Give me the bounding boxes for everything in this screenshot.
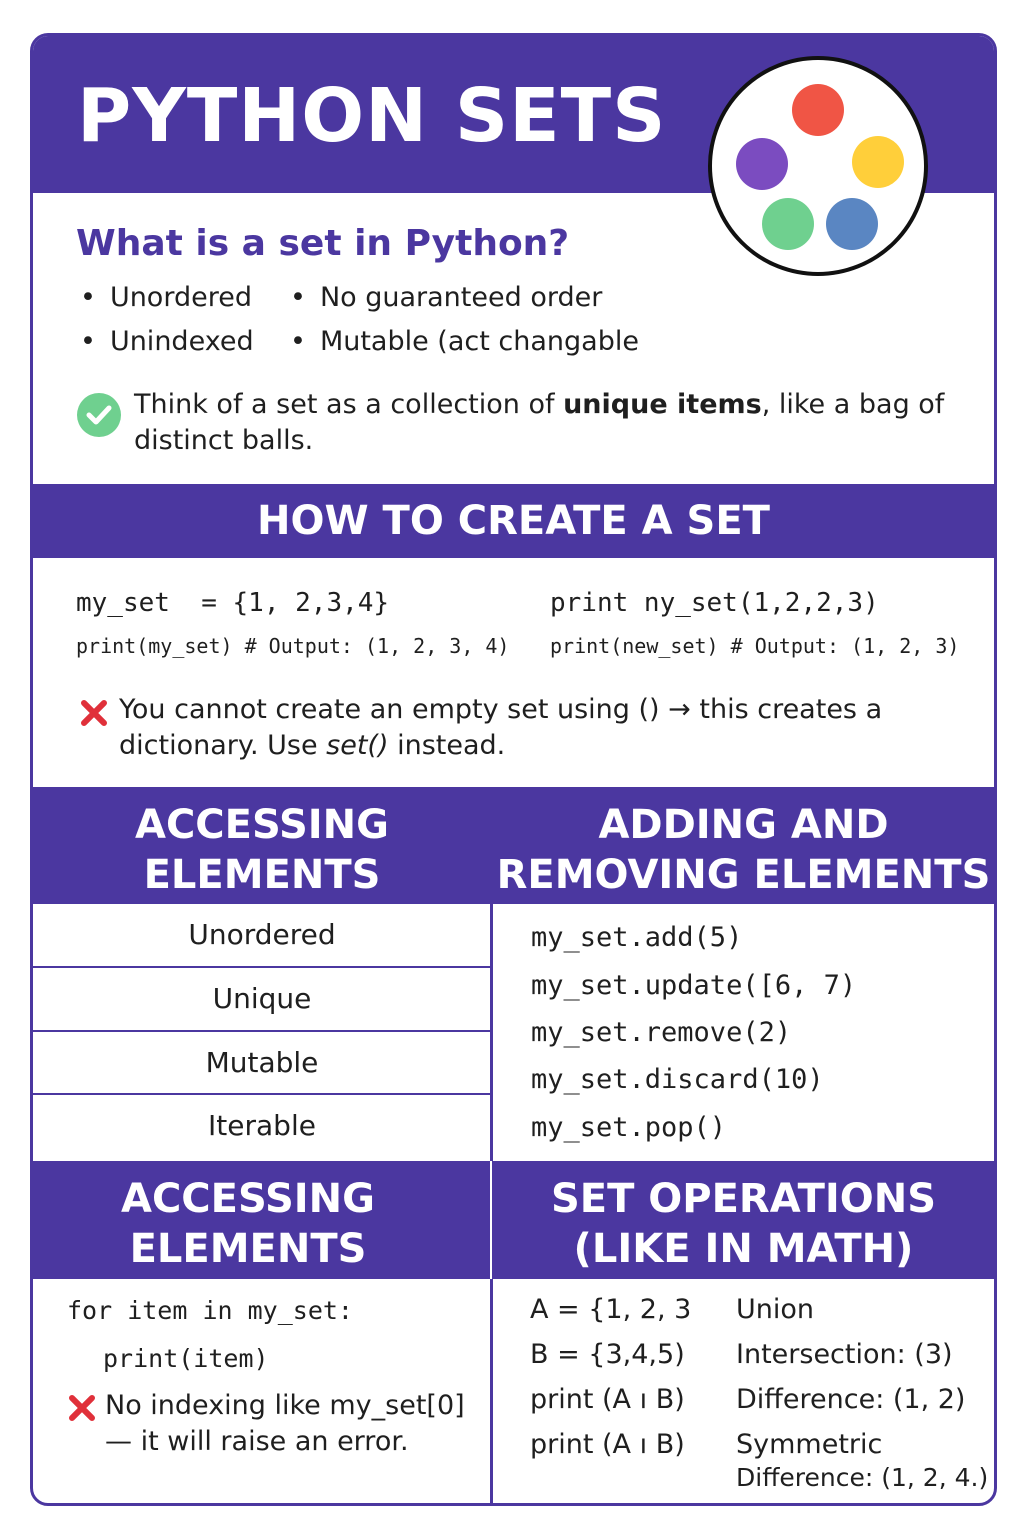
accessing-title-1: ACCESSING bbox=[134, 802, 389, 848]
intro-heading: What is a set in Python? bbox=[76, 223, 570, 264]
cross-icon bbox=[67, 1393, 97, 1423]
yellow-ball-icon bbox=[852, 136, 904, 188]
iter-warning-2: — it will raise an error. bbox=[105, 1426, 409, 1457]
green-ball-icon bbox=[762, 198, 814, 250]
create-title: HOW TO CREATE A SET bbox=[257, 498, 770, 544]
add-line: my_set.add(5) bbox=[531, 922, 743, 953]
bullet-mutable: • Mutable (act changable bbox=[290, 326, 639, 357]
code-left-1: my_set = {1, 2,3,4} bbox=[76, 588, 390, 618]
op-right: Intersection: (3) bbox=[736, 1339, 953, 1370]
iterating-title-1: ACCESSING bbox=[120, 1176, 375, 1222]
bullet-unordered: • Unordered bbox=[80, 282, 252, 313]
warning-line1: You cannot create an empty set using () → this creates a bbox=[119, 694, 883, 725]
adding-title-2: REMOVING ELEMENTS bbox=[496, 852, 991, 898]
warning-line2-b: instead. bbox=[388, 730, 506, 761]
iter-warning bbox=[105, 1388, 485, 1460]
op-left: A = {1, 2, 3 bbox=[530, 1294, 692, 1325]
note-prefix: Think of a set as a collection of bbox=[134, 389, 564, 420]
purple-ball-icon bbox=[736, 138, 788, 190]
op-right: Difference: (1, 2, 4.) bbox=[736, 1463, 989, 1492]
check-icon bbox=[77, 393, 121, 437]
operations-title bbox=[493, 1174, 994, 1274]
column-divider-2 bbox=[490, 1161, 492, 1279]
op-right: Symmetric bbox=[736, 1429, 883, 1460]
blue-ball-icon bbox=[826, 198, 878, 250]
intro-note bbox=[134, 387, 954, 459]
red-ball-icon bbox=[792, 84, 844, 136]
table-row: Iterable bbox=[208, 1109, 316, 1142]
iter-code-1: for item in my_set: bbox=[67, 1296, 353, 1325]
page-title: PYTHON SETS bbox=[77, 73, 667, 159]
code-left-2: print(my_set) # Output: (1, 2, 3, 4) bbox=[76, 634, 510, 658]
adding-title-1: ADDING AND bbox=[598, 802, 889, 848]
iter-code-2: print(item) bbox=[103, 1344, 269, 1373]
adding-title bbox=[493, 800, 994, 900]
warning-line2-a: dictionary. Use bbox=[119, 730, 327, 761]
create-warning bbox=[119, 692, 969, 764]
bullet-unindexed: • Unindexed bbox=[80, 326, 254, 357]
operations-title-1: SET OPERATIONS bbox=[550, 1176, 937, 1222]
add-line: my_set.remove(2) bbox=[531, 1017, 792, 1048]
accessing-title-2: ELEMENTS bbox=[143, 852, 381, 898]
add-line: my_set.update([6, 7) bbox=[531, 970, 857, 1001]
table-row: Unique bbox=[33, 968, 491, 1032]
operations-title-2: (LIKE IN MATH) bbox=[573, 1226, 914, 1272]
add-line: my_set.pop() bbox=[531, 1112, 727, 1143]
cross-icon bbox=[79, 698, 109, 728]
accessing-title bbox=[33, 800, 491, 900]
op-right: Difference: (1, 2) bbox=[736, 1384, 966, 1415]
op-right: Union bbox=[736, 1294, 815, 1325]
cheatsheet-card bbox=[30, 33, 997, 1506]
add-line: my_set.discard(10) bbox=[531, 1064, 824, 1095]
note-bold: unique items bbox=[563, 389, 762, 420]
iter-warning-1: No indexing like my_set[0] bbox=[105, 1390, 465, 1421]
note-line2: distinct balls. bbox=[134, 425, 314, 456]
bullet-no-order: • No guaranteed order bbox=[290, 282, 602, 313]
code-right-2: print(new_set) # Output: (1, 2, 3) bbox=[550, 634, 960, 658]
table-row: Mutable bbox=[33, 1032, 491, 1095]
code-right-1: print ny_set(1,2,2,3) bbox=[550, 588, 879, 618]
op-left: B = {3,4,5) bbox=[530, 1339, 685, 1370]
iterating-title bbox=[33, 1174, 463, 1274]
table-row: Unordered bbox=[33, 904, 491, 968]
op-left: print (A ı B) bbox=[530, 1429, 685, 1460]
iterating-title-2: ELEMENTS bbox=[129, 1226, 367, 1272]
balls-set-icon bbox=[708, 56, 928, 276]
note-suffix: , like a bag of bbox=[761, 389, 945, 420]
op-left: print (A ı B) bbox=[530, 1384, 685, 1415]
warning-line2-code: set() bbox=[326, 730, 389, 761]
